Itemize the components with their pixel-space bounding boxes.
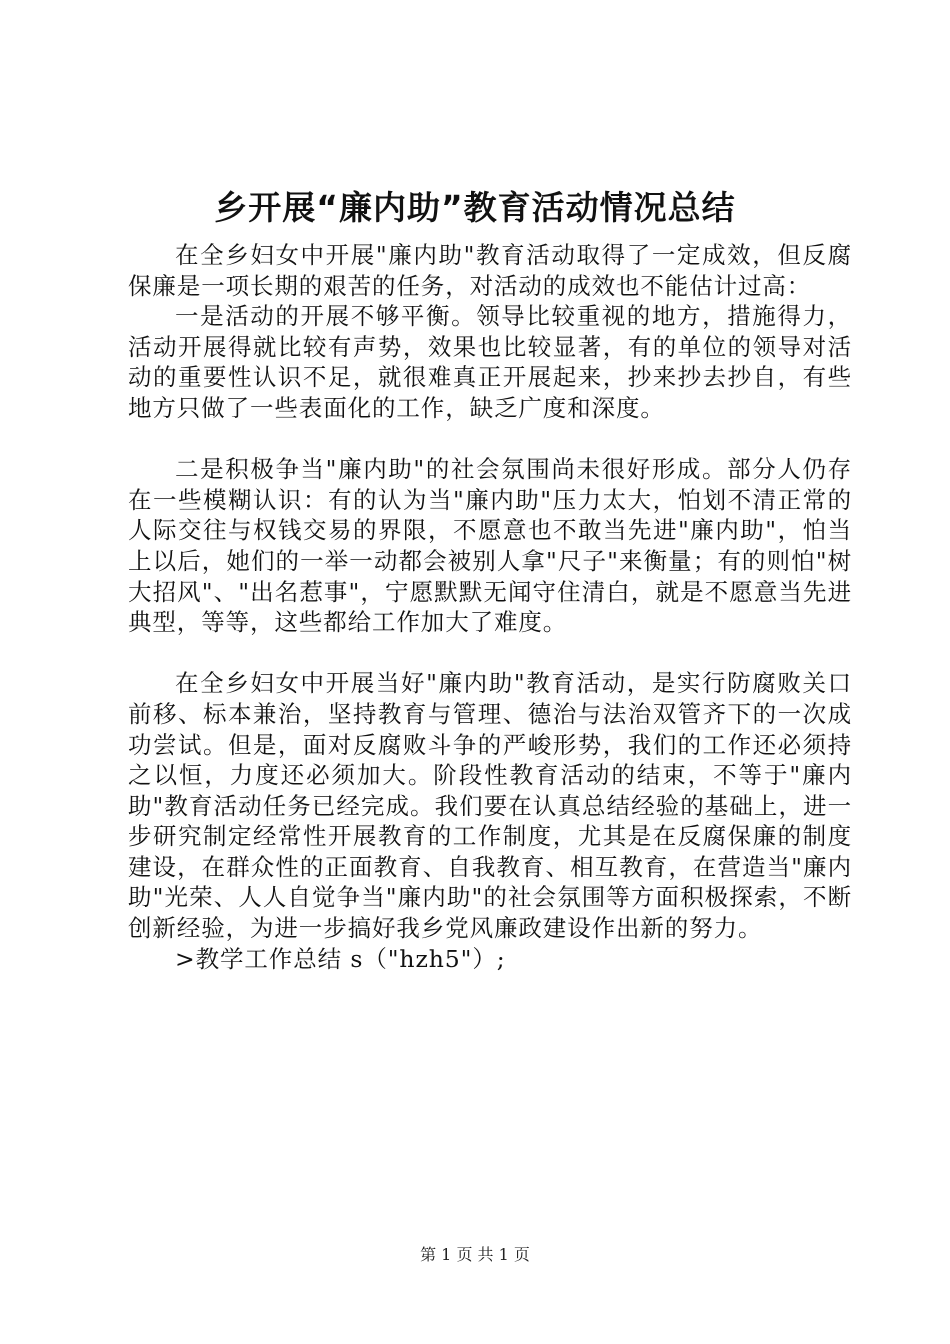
- paragraph-intro: 在全乡妇女中开展"廉内助"教育活动取得了一定成效，但反腐保廉是一项长期的艰苦的任务，对活动的成效也不能估计过高：: [128, 241, 852, 300]
- document-body: [128, 240, 852, 974]
- paragraph-code-line: >教学工作总结 s（"hzh5"）;: [175, 944, 506, 973]
- document-title: 乡开展“廉内助”教育活动情况总结: [214, 188, 736, 227]
- page-number-footer: 第 1 页 共 1 页: [420, 1245, 530, 1264]
- paragraph-conclusion: 在全乡妇女中开展当好"廉内助"教育活动，是实行防腐败关口前移、标本兼治，坚持教育与管理、德治与法治双管齐下的一次成功尝试。但是，面对反腐败斗争的严峻形势，我们的工作还必须持之以恒，力度还必须加大。阶段性教育活动的结束，不等于"廉内助"教育活动任务已经完成。我们要在认真总结经验的基础上，进一步研究制定经常性开展教育的工作制度，尤其是在反腐保廉的制度建设，在群众性的正面教育、自我教育、相互教育，在营造当"廉内助"光荣、人人自觉争当"廉内助"的社会氛围等方面积极探索，不断创新经验，为进一步搞好我乡党风廉政建设作出新的努力。: [128, 669, 852, 943]
- paragraph-point-one: 一是活动的开展不够平衡。领导比较重视的地方，措施得力，活动开展得就比较有声势，效果也比较显著，有的单位的领导对活动的重要性认识不足，就很难真正开展起来，抄来抄去抄自，有些地方只做了一些表面化的工作，缺乏广度和深度。: [128, 302, 852, 422]
- paragraph-point-two: 二是积极争当"廉内助"的社会氛围尚未很好形成。部分人仍存在一些模糊认识：有的认为当"廉内助"压力太大，怕划不清正常的人际交往与权钱交易的界限，不愿意也不敢当先进"廉内助"，怕当上以后，她们的一举一动都会被别人拿"尺子"来衡量；有的则怕"树大招风"、"出名惹事"，宁愿默默无闻守住清白，就是不愿意当先进典型，等等，这些都给工作加大了难度。: [128, 455, 852, 637]
